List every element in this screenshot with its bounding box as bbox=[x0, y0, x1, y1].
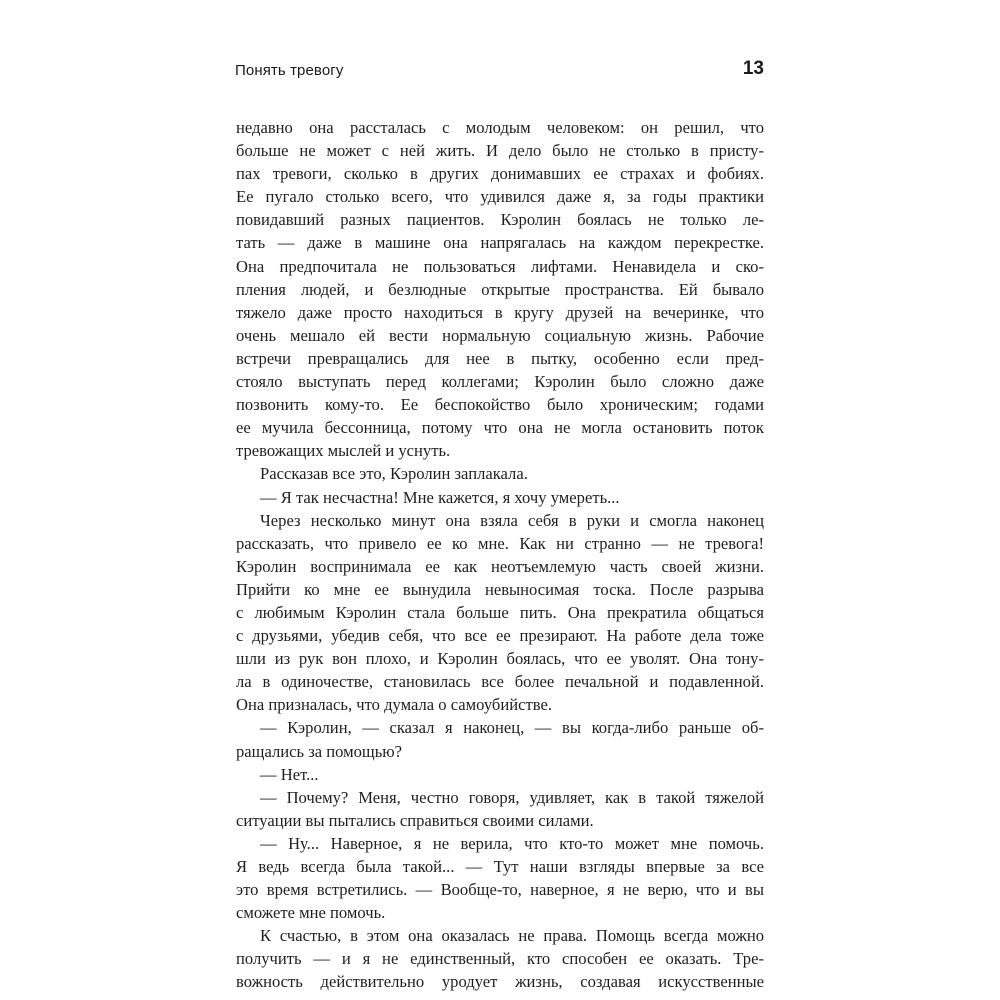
running-head-title: Понять тревогу bbox=[235, 62, 344, 79]
text-line: — Кэролин, — сказал я наконец, — вы когда-либо раньше об- bbox=[260, 718, 764, 738]
text-line: Ее пугало столько всего, что удивился даже я, за годы практики bbox=[236, 187, 764, 207]
text-line: ла в одиночестве, становилась все более печальной и подавленной. bbox=[236, 672, 764, 692]
text-line: пления людей, и безлюдные открытые пространства. Ей бывало bbox=[236, 279, 764, 299]
text-line: тяжело даже просто находиться в кругу друзей на вечеринке, что bbox=[236, 302, 764, 322]
text-line: Она предпочитала не пользоваться лифтами. Ненавидела и ско- bbox=[236, 256, 764, 276]
text-line: Она призналась, что думала о самоубийстве. bbox=[236, 695, 552, 715]
text-line: Я ведь всегда была такой... — Тут наши взгляды впервые за все bbox=[236, 857, 764, 876]
text-line: пах тревоги, сколько в других донимавших ее страхах и фобиях. bbox=[236, 164, 764, 184]
text-line: К счастью, в этом она оказалась не права. Помощь всегда можно bbox=[260, 926, 764, 946]
text-line: стояло выступать перед коллегами; Кэролин было сложно даже bbox=[236, 372, 764, 392]
text-line: ее мучила бессонница, потому что она не могла остановить поток bbox=[236, 418, 764, 438]
page-number: 13 bbox=[742, 58, 764, 79]
text-line: тревожащих мыслей и уснуть. bbox=[236, 441, 451, 461]
body-text bbox=[236, 116, 764, 994]
text-line: ращались за помощью? bbox=[236, 741, 403, 761]
text-line: Прийти ко мне ее вынудила невыносимая тоска. После разрыва bbox=[236, 579, 764, 599]
text-line: с друзьями, убедив себя, что все ее презирают. На работе дела тоже bbox=[236, 626, 764, 646]
text-line: — Я так несчастна! Мне кажется, я хочу умереть... bbox=[260, 487, 620, 507]
text-line: — Нет... bbox=[260, 764, 319, 784]
text-line: получить — и я не единственный, кто способен ее оказать. Тре- bbox=[236, 949, 764, 969]
text-line: — Ну... Наверное, я не верила, что кто-то может мне помочь. bbox=[260, 833, 764, 853]
text-line: шли из рук вон плохо, и Кэролин боялась, что ее уволят. Она тону- bbox=[236, 649, 764, 669]
text-line: сможете мне помочь. bbox=[236, 903, 386, 923]
text-line: больше не может с ней жить. И дело было не столько в присту- bbox=[236, 141, 764, 161]
text-line: Кэролин воспринимала ее как неотъемлемую часть своей жизни. bbox=[236, 556, 764, 576]
text-line: это время встретились. — Вообще-то, наверное, я не верю, что и вы bbox=[236, 880, 764, 900]
text-line: тать — даже в машине она напрягалась на каждом перекрестке. bbox=[236, 233, 764, 253]
text-line: с любимым Кэролин стала больше пить. Она прекратила общаться bbox=[236, 602, 764, 622]
text-line: встречи превращались для нее в пытку, особенно если пред- bbox=[236, 348, 764, 368]
text-line: недавно она рассталась с молодым человеком: он решил, что bbox=[236, 118, 764, 137]
text-line: позвонить кому-то. Ее беспокойство было хроническим; годами bbox=[236, 395, 764, 415]
text-line: — Почему? Меня, честно говоря, удивляет, как в такой тяжелой bbox=[260, 787, 764, 807]
text-line: Рассказав все это, Кэролин заплакала. bbox=[260, 464, 528, 484]
text-line: вожность действительно уродует жизнь, создавая искусственные bbox=[236, 972, 764, 992]
text-line: повидавший разных пациентов. Кэролин боялась не только ле- bbox=[236, 210, 764, 230]
text-line: очень мешало ей вести нормальную социальную жизнь. Рабочие bbox=[236, 325, 764, 345]
text-line: ситуации вы пытались справиться своими силами. bbox=[236, 810, 594, 830]
text-line: Через несколько минут она взяла себя в руки и смогла наконец bbox=[260, 510, 764, 530]
text-line: рассказать, что привело ее ко мне. Как ни странно — не тревога! bbox=[236, 533, 764, 553]
